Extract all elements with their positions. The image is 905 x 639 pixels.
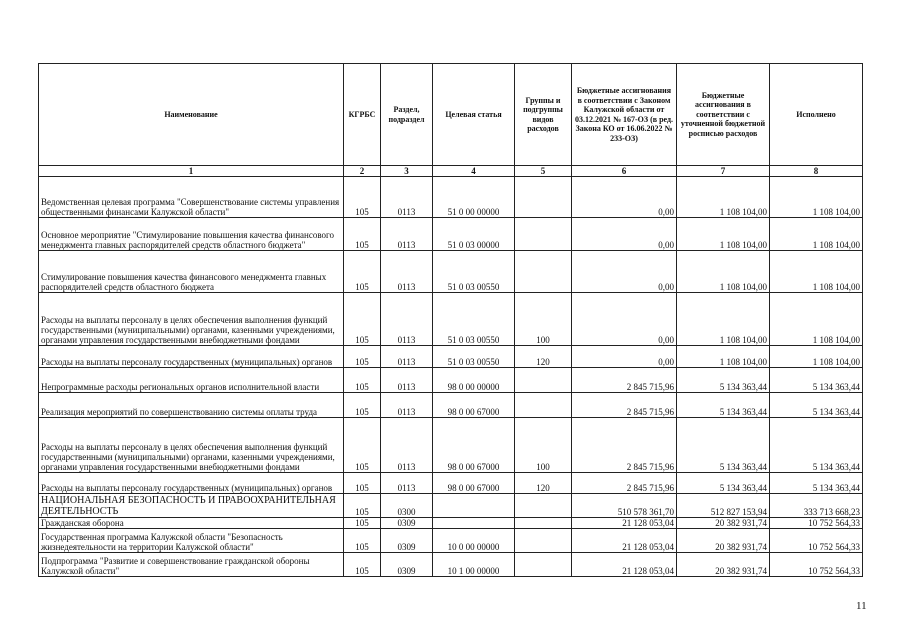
row-vid xyxy=(515,494,572,518)
row-vid: 120 xyxy=(515,346,572,368)
row-celevaya: 98 0 00 67000 xyxy=(433,418,515,473)
row-razdel: 0113 xyxy=(381,218,433,251)
row-ispolneno: 1 108 104,00 xyxy=(770,218,863,251)
row-vid xyxy=(515,553,572,577)
page-number: 11 xyxy=(856,600,867,612)
row-assign-zakon: 2 845 715,96 xyxy=(572,393,677,418)
row-name: Подпрограмма "Развитие и совершенствование гражданской обороны Калужской области" xyxy=(39,553,344,577)
row-assign-utoch: 512 827 153,94 xyxy=(677,494,770,518)
row-assign-zakon: 510 578 361,70 xyxy=(572,494,677,518)
budget-document xyxy=(38,63,862,577)
col-number: 2 xyxy=(344,166,381,177)
row-razdel: 0113 xyxy=(381,418,433,473)
row-assign-zakon: 21 128 053,04 xyxy=(572,553,677,577)
row-ispolneno: 5 134 363,44 xyxy=(770,418,863,473)
table-row xyxy=(39,368,863,393)
row-assign-utoch: 1 108 104,00 xyxy=(677,218,770,251)
header-assign-zakon: Бюджетные ассигнования в соответствии с Законом Калужской области от 03.12.2021 № 167-ОЗ (в ред. Закона КО от 16.06.2022 № 233-ОЗ) xyxy=(572,64,677,166)
row-name: Основное мероприятие "Стимулирование повышения качества финансового менеджмента главных распорядителей средств областного бюджета" xyxy=(39,218,344,251)
row-ispolneno: 10 752 564,33 xyxy=(770,518,863,529)
row-celevaya: 51 0 03 00550 xyxy=(433,293,515,346)
row-ispolneno: 5 134 363,44 xyxy=(770,473,863,494)
table-row xyxy=(39,473,863,494)
row-name: Расходы на выплаты персоналу государственных (муниципальных) органов xyxy=(39,473,344,494)
row-razdel: 0309 xyxy=(381,529,433,553)
row-vid: 120 xyxy=(515,473,572,494)
row-assign-utoch: 1 108 104,00 xyxy=(677,293,770,346)
row-ispolneno: 333 713 668,23 xyxy=(770,494,863,518)
row-kgrbs: 105 xyxy=(344,393,381,418)
row-celevaya: 10 0 00 00000 xyxy=(433,529,515,553)
row-celevaya: 51 0 03 00550 xyxy=(433,251,515,293)
row-kgrbs: 105 xyxy=(344,418,381,473)
row-vid xyxy=(515,218,572,251)
row-celevaya xyxy=(433,494,515,518)
row-ispolneno: 5 134 363,44 xyxy=(770,393,863,418)
row-name: НАЦИОНАЛЬНАЯ БЕЗОПАСНОСТЬ И ПРАВООХРАНИТЕЛЬНАЯ ДЕЯТЕЛЬНОСТЬ xyxy=(39,494,344,518)
row-celevaya: 98 0 00 00000 xyxy=(433,368,515,393)
row-ispolneno: 1 108 104,00 xyxy=(770,293,863,346)
table-row xyxy=(39,346,863,368)
row-celevaya: 51 0 00 00000 xyxy=(433,177,515,218)
row-kgrbs: 105 xyxy=(344,177,381,218)
row-name: Расходы на выплаты персоналу в целях обеспечения выполнения функций государственными (муниципальными) органами, казенными учреждениями, органами управления государственными внебюджетными фондами xyxy=(39,293,344,346)
header-razdel: Раздел, подраздел xyxy=(381,64,433,166)
row-ispolneno: 10 752 564,33 xyxy=(770,529,863,553)
row-kgrbs: 105 xyxy=(344,346,381,368)
table-row xyxy=(39,293,863,346)
row-ispolneno: 1 108 104,00 xyxy=(770,251,863,293)
row-vid xyxy=(515,393,572,418)
row-vid: 100 xyxy=(515,293,572,346)
row-vid xyxy=(515,529,572,553)
row-assign-zakon: 0,00 xyxy=(572,251,677,293)
row-kgrbs: 105 xyxy=(344,218,381,251)
row-razdel: 0113 xyxy=(381,473,433,494)
col-number: 6 xyxy=(572,166,677,177)
table-body xyxy=(39,177,863,577)
row-assign-zakon: 2 845 715,96 xyxy=(572,418,677,473)
row-assign-zakon: 2 845 715,96 xyxy=(572,473,677,494)
row-kgrbs: 105 xyxy=(344,251,381,293)
row-celevaya: 51 0 03 00550 xyxy=(433,346,515,368)
row-razdel: 0113 xyxy=(381,177,433,218)
header-celevaya: Целевая статья xyxy=(433,64,515,166)
column-number-row xyxy=(39,166,863,177)
row-kgrbs: 105 xyxy=(344,553,381,577)
table-row xyxy=(39,393,863,418)
row-assign-zakon: 0,00 xyxy=(572,177,677,218)
col-number: 3 xyxy=(381,166,433,177)
row-razdel: 0113 xyxy=(381,393,433,418)
row-assign-utoch: 1 108 104,00 xyxy=(677,251,770,293)
row-kgrbs: 105 xyxy=(344,518,381,529)
row-assign-zakon: 2 845 715,96 xyxy=(572,368,677,393)
row-kgrbs: 105 xyxy=(344,529,381,553)
row-kgrbs: 105 xyxy=(344,494,381,518)
row-razdel: 0300 xyxy=(381,494,433,518)
table-row xyxy=(39,218,863,251)
row-assign-utoch: 5 134 363,44 xyxy=(677,418,770,473)
table-row xyxy=(39,177,863,218)
row-name: Реализация мероприятий по совершенствованию системы оплаты труда xyxy=(39,393,344,418)
header-kgrbs: КГРБС xyxy=(344,64,381,166)
col-number: 4 xyxy=(433,166,515,177)
row-vid: 100 xyxy=(515,418,572,473)
row-assign-zakon: 0,00 xyxy=(572,218,677,251)
row-name: Ведомственная целевая программа "Совершенствование системы управления общественными финансами Калужской области" xyxy=(39,177,344,218)
col-number: 7 xyxy=(677,166,770,177)
row-ispolneno: 5 134 363,44 xyxy=(770,368,863,393)
col-number: 1 xyxy=(39,166,344,177)
row-assign-utoch: 5 134 363,44 xyxy=(677,393,770,418)
row-assign-utoch: 20 382 931,74 xyxy=(677,518,770,529)
row-vid xyxy=(515,177,572,218)
row-razdel: 0309 xyxy=(381,553,433,577)
row-assign-zakon: 21 128 053,04 xyxy=(572,518,677,529)
row-assign-utoch: 20 382 931,74 xyxy=(677,529,770,553)
row-razdel: 0113 xyxy=(381,368,433,393)
row-assign-utoch: 1 108 104,00 xyxy=(677,177,770,218)
row-ispolneno: 1 108 104,00 xyxy=(770,346,863,368)
row-celevaya: 98 0 00 67000 xyxy=(433,473,515,494)
row-assign-zakon: 0,00 xyxy=(572,346,677,368)
col-number: 8 xyxy=(770,166,863,177)
col-number: 5 xyxy=(515,166,572,177)
row-vid xyxy=(515,251,572,293)
row-kgrbs: 105 xyxy=(344,368,381,393)
row-celevaya xyxy=(433,518,515,529)
row-assign-utoch: 5 134 363,44 xyxy=(677,473,770,494)
row-celevaya: 10 1 00 00000 xyxy=(433,553,515,577)
row-razdel: 0113 xyxy=(381,293,433,346)
row-celevaya: 98 0 00 67000 xyxy=(433,393,515,418)
row-vid xyxy=(515,518,572,529)
row-celevaya: 51 0 03 00000 xyxy=(433,218,515,251)
row-assign-zakon: 0,00 xyxy=(572,293,677,346)
row-name: Гражданская оборона xyxy=(39,518,344,529)
row-kgrbs: 105 xyxy=(344,473,381,494)
row-razdel: 0113 xyxy=(381,251,433,293)
header-name: Наименование xyxy=(39,64,344,166)
table-row xyxy=(39,418,863,473)
row-name: Расходы на выплаты персоналу в целях обеспечения выполнения функций государственными (муниципальными) органами, казенными учреждениями, органами управления государственными внебюджетными фондами xyxy=(39,418,344,473)
row-kgrbs: 105 xyxy=(344,293,381,346)
row-ispolneno: 10 752 564,33 xyxy=(770,553,863,577)
table-row xyxy=(39,494,863,518)
row-assign-utoch: 1 108 104,00 xyxy=(677,346,770,368)
row-assign-utoch: 5 134 363,44 xyxy=(677,368,770,393)
table-row xyxy=(39,553,863,577)
row-name: Стимулирование повышения качества финансового менеджмента главных распорядителей средств областного бюджета xyxy=(39,251,344,293)
row-name: Непрограммные расходы региональных органов исполнительной власти xyxy=(39,368,344,393)
header-gruppy: Группы и подгруппы видов расходов xyxy=(515,64,572,166)
table-header-row xyxy=(39,64,863,166)
row-vid xyxy=(515,368,572,393)
row-razdel: 0309 xyxy=(381,518,433,529)
table-row xyxy=(39,529,863,553)
row-ispolneno: 1 108 104,00 xyxy=(770,177,863,218)
header-ispolneno: Исполнено xyxy=(770,64,863,166)
row-name: Государственная программа Калужской области "Безопасность жизнедеятельности на территории Калужской области" xyxy=(39,529,344,553)
table-row xyxy=(39,251,863,293)
row-assign-utoch: 20 382 931,74 xyxy=(677,553,770,577)
row-assign-zakon: 21 128 053,04 xyxy=(572,529,677,553)
table-row xyxy=(39,518,863,529)
budget-table xyxy=(38,63,863,577)
row-name: Расходы на выплаты персоналу государственных (муниципальных) органов xyxy=(39,346,344,368)
header-assign-utoch: Бюджетные ассигнования в соответствии с уточненной бюджетной росписью расходов xyxy=(677,64,770,166)
row-razdel: 0113 xyxy=(381,346,433,368)
